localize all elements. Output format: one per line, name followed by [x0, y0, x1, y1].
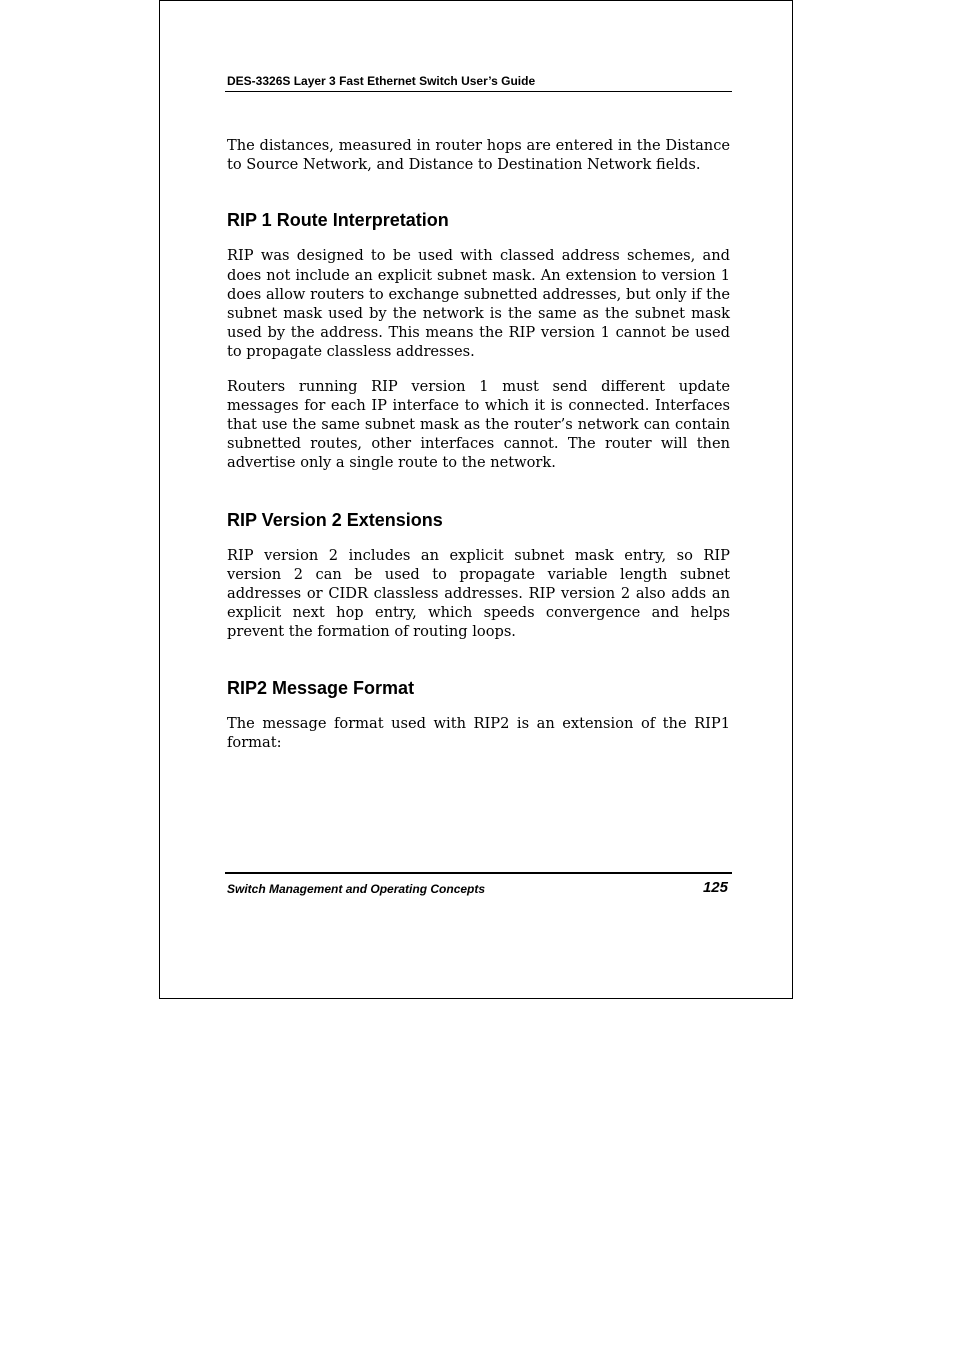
- page-content: [227, 136, 730, 752]
- header-rule: [225, 91, 732, 92]
- section-heading-rip2-message-format: RIP2 Message Format: [227, 677, 415, 698]
- section-paragraph: RIP version 2 includes an explicit subnet mask entry, so RIP version 2 can be used to propagate variable length subnet addresses or CIDR classless addresses. RIP version 2 also adds an explicit next hop entry, which speeds convergence and helps prevent the formation of routing loops.: [227, 546, 730, 641]
- footer-rule: [225, 872, 732, 874]
- section-heading-rip1: RIP 1 Route Interpretation: [227, 210, 449, 231]
- footer-title: Switch Management and Operating Concepts: [227, 882, 486, 896]
- intro-paragraph: The distances, measured in router hops are entered in the Distance to Source Network, and Distance to Destination Network fields.: [227, 137, 730, 174]
- page-number: 125: [702, 879, 728, 896]
- running-header: DES-3326S Layer 3 Fast Ethernet Switch User’s Guide: [227, 74, 536, 88]
- section-paragraph: The message format used with RIP2 is an extension of the RIP1 format:: [227, 714, 730, 751]
- section-paragraph: Routers running RIP version 1 must send different update messages for each IP interface to which it is connected. Interfaces that use the same subnet mask as the router’s network can contain subnetted routes, other interfaces cannot. The router will then advertise only a single route to the network.: [227, 377, 730, 472]
- section-heading-rip2-extensions: RIP Version 2 Extensions: [227, 509, 443, 530]
- section-paragraph: RIP was designed to be used with classed address schemes, and does not include an explicit subnet mask. An extension to version 1 does allow routers to exchange subnetted addresses, but only if the subnet mask used by the network is the same as the subnet mask used by the address. This means the RIP version 1 cannot be used to propagate classless addresses.: [227, 247, 730, 361]
